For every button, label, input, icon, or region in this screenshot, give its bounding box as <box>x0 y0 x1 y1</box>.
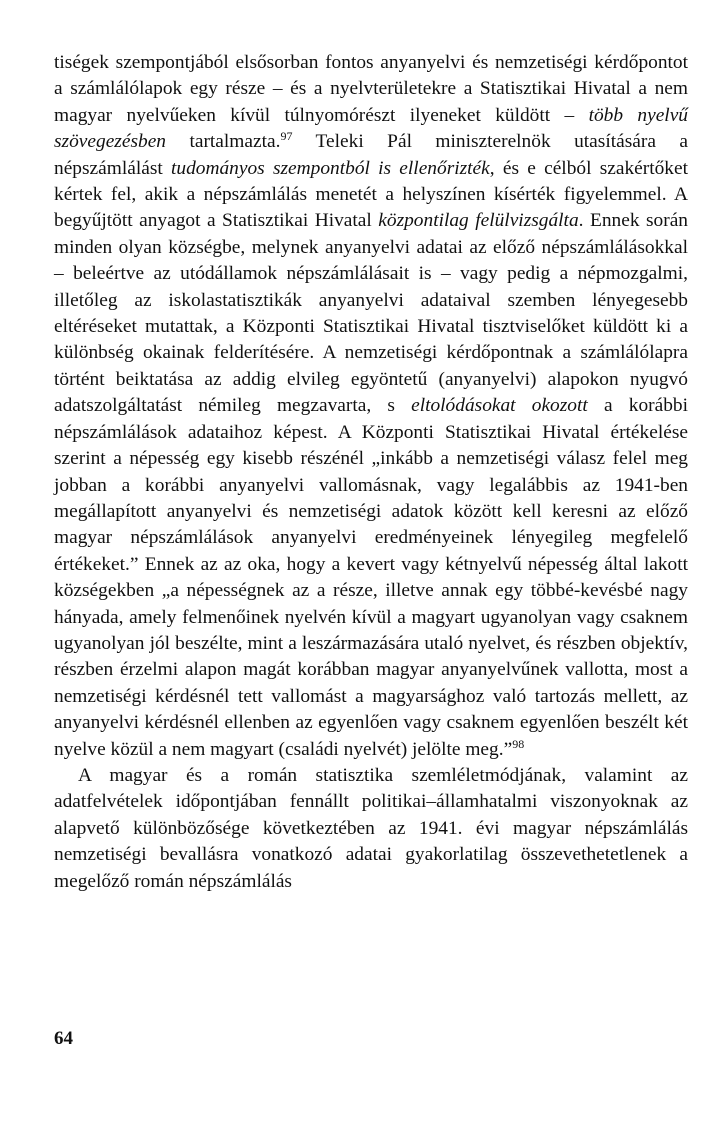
footnote-marker: 98 <box>512 736 525 751</box>
footnote-marker: 97 <box>280 129 293 144</box>
text-run: Teleki Pál miniszterelnök utasítására a népszámlálást <box>54 131 688 179</box>
body-text <box>54 50 688 895</box>
paragraph <box>54 763 688 895</box>
text-run: A magyar és a román statisztika szemléletmódjának, valamint az adatfelvételek időpontjában fennállt politikai–államhatalmi viszonyoknak az alapvető különbözősége következtében az 1941. évi magyar népszámlálás nemzetiségi bevallásra vonatkozó adatai gyakorlatilag összevethetetlenek a megelőző román népszámlálás <box>54 764 688 892</box>
text-run: , és e célból szakértőket kértek fel, akik a népszámlálás menetét a helyszínen kísérték figyelemmel. A begyűjtött anyagot a Statisztikai Hivatal <box>54 157 689 232</box>
text-run: tartalmazta. <box>166 131 281 153</box>
page-number: 64 <box>54 1028 73 1049</box>
text-run: . Ennek során minden olyan községbe, melynek anyanyelvi adatai az előző népszámlálásokkal – beleértve az utódállamok népszámlálásait is – vagy pedig a népmozgalmi, illetőleg az iskolastatisztikák anyanyelvi adataival szemben lényegesebb eltéréseket mutattak, a Központi Statisztikai Hivatal tisztviselőket küldött ki a különbség okainak felderítésére. A nemzetiségi kérdőpontnak a számlálólapra történt beiktatása az addig elvileg egyöntetű (anyanyelvi) alapokon nyugvó adatszolgáltatást némileg megzavarta, s <box>54 210 688 417</box>
italic-phrase: eltolódásokat okozott <box>411 395 588 417</box>
italic-phrase: több nyelvű szövegezésben <box>54 104 688 153</box>
text-run: tiségek szempontjából elsősorban fontos anyanyelvi és nemzetiségi kérdőpontot a számlálólapok egy része – és a nyelvterületekre a Statisztikai Hivatal a nem magyar nyelvűeken kívül túlnyomórészt ilyeneket küldött – <box>54 52 688 126</box>
text-run: a korábbi népszámlálások adataihoz képest. A Központi Statisztikai Hivatal értékelése szerint a népesség egy kisebb részénél „inkább a nemzetiségi válasz felel meg jobban a korábbi anyanyelvi vallomásnak, vagy legalábbis az 1941-ben megállapított anyanyelvi és nemzetiségi adatok között kell keresni az előző magyar népszámlálások anyanyelvi eredményeinek lényegileg megfelelő értékeket.” Ennek az az oka, hogy a kevert vagy kétnyelvű népesség által lakott községekben „a népességnek az a része, illetve annak egy többé-kevésbé nagy hányada, amely felmenőinek nyelvén kívül a magyart ugyanolyan vagy csaknem ugyanolyan jól beszélte, mint a leszármazására utaló nyelvet, és részben objektív, részben érzelmi alapon magát korábban magyar anyanyelvűnek vallotta, most a nemzetiségi kérdésnél tett vallomást a magyarsághoz való tartozás mellett, az anyanyelvi kérdésnél ellenben az egyenlően vagy csaknem egyenlően beszélt két nyelve közül a nem magyart (családi nyelvét) jelölte meg.” <box>54 395 688 760</box>
paragraph <box>54 50 688 763</box>
italic-phrase: központilag felülvizsgálta <box>378 210 579 232</box>
italic-phrase: tudományos szempontból is ellenőrizték <box>171 157 490 179</box>
